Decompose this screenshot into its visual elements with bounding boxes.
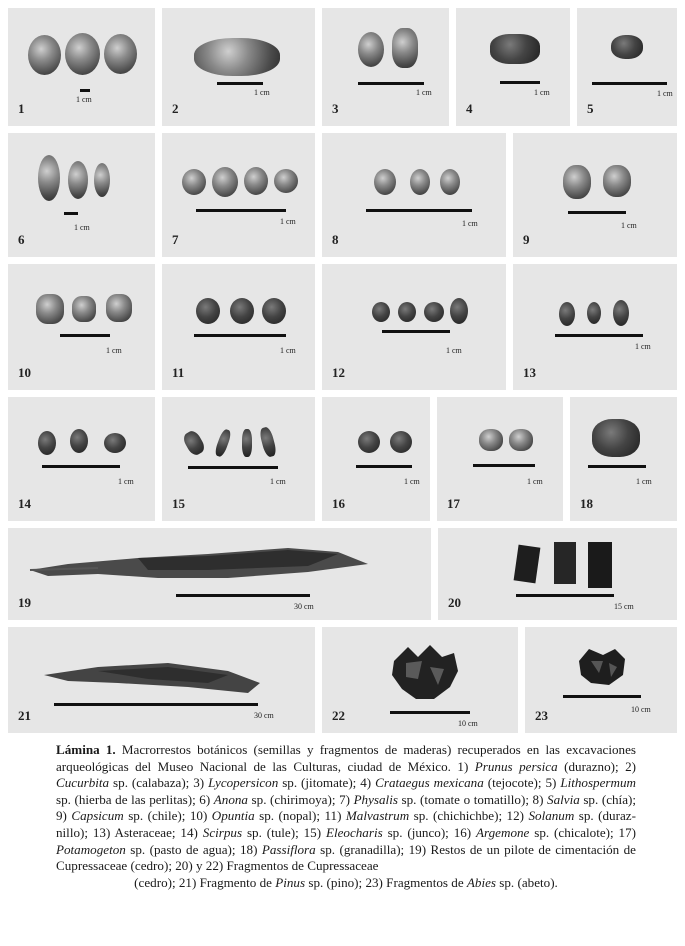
species-name: Abies	[466, 874, 497, 890]
seed-specimen	[603, 165, 631, 197]
caption-last-line: (cedro); 21) Fragmento de Pinus sp. (pino); 23) Fragmentos de Abies sp. (abeto).	[134, 874, 558, 890]
panel-number: 5	[587, 101, 594, 116]
scale-bar	[176, 594, 310, 597]
seed-specimen	[440, 169, 460, 195]
scale-label: 1 cm	[106, 346, 122, 355]
seed-specimen	[38, 155, 60, 201]
scale-label: 1 cm	[462, 219, 478, 228]
scale-bar	[42, 465, 120, 468]
panel-number: 4	[466, 101, 473, 116]
panel-number: 8	[332, 232, 339, 247]
panel-number: 17	[447, 496, 460, 511]
seed-specimen	[106, 294, 132, 322]
seed-specimen	[490, 34, 540, 64]
panel-3	[322, 8, 449, 126]
seed-specimen	[450, 298, 468, 324]
panel-number: 13	[523, 365, 536, 380]
panel-9	[513, 133, 677, 257]
panel-22	[322, 627, 518, 733]
seed-specimen	[410, 169, 430, 195]
seed-specimen	[374, 169, 396, 195]
species-name: Opuntia	[211, 808, 255, 824]
seed-specimen	[181, 429, 207, 458]
seed-specimen	[68, 161, 88, 199]
seed-specimen	[274, 169, 298, 193]
panel-number: 9	[523, 232, 530, 247]
species-name: Lycopersicon	[208, 775, 279, 791]
panel-number: 1	[18, 101, 25, 116]
panel-5	[577, 8, 677, 126]
scale-label: 1 cm	[118, 477, 134, 486]
panel-number: 16	[332, 496, 345, 511]
scale-bar	[194, 334, 286, 337]
panel-18	[570, 397, 677, 521]
panel-number: 2	[172, 101, 179, 116]
panel-number: 23	[535, 708, 548, 723]
species-name: Argemone	[476, 824, 530, 840]
seed-specimen	[563, 165, 591, 199]
panel-13	[513, 264, 677, 390]
scale-label: 15 cm	[614, 602, 634, 611]
panel-12	[322, 264, 506, 390]
scale-label: 1 cm	[657, 89, 673, 98]
scale-label: 1 cm	[635, 342, 651, 351]
species-name: Malvastrum	[345, 808, 410, 824]
scale-label: 1 cm	[270, 477, 286, 486]
panel-20	[438, 528, 677, 620]
seed-specimen	[262, 298, 286, 324]
scale-label: 1 cm	[74, 223, 90, 232]
scale-bar	[366, 209, 472, 212]
species-name: Capsicum	[71, 808, 124, 824]
seed-specimen	[194, 38, 280, 76]
species-name: Cucurbita	[56, 775, 110, 791]
scale-label: 30 cm	[254, 711, 274, 720]
species-name: Anona	[213, 791, 248, 807]
panel-23	[525, 627, 677, 733]
wood-fragment	[514, 545, 541, 584]
panel-number: 7	[172, 232, 179, 247]
scale-bar	[568, 211, 626, 214]
panel-21	[8, 627, 315, 733]
panel-2	[162, 8, 315, 126]
panel-number: 10	[18, 365, 31, 380]
scale-bar	[64, 212, 78, 215]
panel-number: 6	[18, 232, 25, 247]
scale-bar	[196, 209, 286, 212]
scale-bar	[563, 695, 641, 698]
species-name: Prunus persica	[474, 758, 558, 774]
panel-4	[456, 8, 570, 126]
species-name: Passiflora	[261, 841, 316, 857]
scale-bar	[60, 334, 110, 337]
species-name: Salvia	[547, 791, 580, 807]
seed-specimen	[392, 28, 418, 68]
seed-specimen	[358, 431, 380, 453]
seed-specimen	[196, 298, 220, 324]
scale-bar	[390, 711, 470, 714]
panel-11	[162, 264, 315, 390]
scale-label: 1 cm	[76, 95, 92, 104]
species-name: Lithospermum	[560, 775, 636, 791]
panel-15	[162, 397, 315, 521]
seed-specimen	[244, 167, 268, 195]
scale-label: 10 cm	[458, 719, 478, 728]
panel-16	[322, 397, 430, 521]
seed-specimen	[592, 419, 640, 457]
panel-19	[8, 528, 431, 620]
panel-number: 12	[332, 365, 345, 380]
seed-specimen	[214, 428, 233, 458]
scale-bar	[588, 465, 646, 468]
seed-specimen	[372, 302, 390, 322]
seed-specimen	[230, 298, 254, 324]
species-name: Crataegus mexicana	[375, 775, 484, 791]
scale-label: 1 cm	[621, 221, 637, 230]
seed-specimen	[390, 431, 412, 453]
scale-bar	[592, 82, 667, 85]
scale-label: 1 cm	[280, 346, 296, 355]
wood-pile-specimen	[8, 528, 431, 620]
species-name: Eleocharis	[325, 824, 383, 840]
seed-specimen	[398, 302, 416, 322]
species-name: Scirpus	[202, 824, 243, 840]
scale-label: 1 cm	[254, 88, 270, 97]
wood-fragment	[588, 542, 612, 588]
panel-number: 14	[18, 496, 31, 511]
scale-label: 1 cm	[527, 477, 543, 486]
species-name: Potamogeton	[56, 841, 126, 857]
species-name: Solanum	[528, 808, 575, 824]
seed-specimen	[104, 34, 137, 74]
seed-specimen	[36, 294, 64, 324]
seed-specimen	[242, 429, 252, 457]
scale-bar	[80, 89, 90, 92]
seed-specimen	[212, 167, 238, 197]
scale-bar	[188, 466, 278, 469]
scale-bar	[473, 464, 535, 467]
caption-label: Lámina 1.	[56, 742, 116, 757]
seed-specimen	[509, 429, 533, 451]
panel-number: 15	[172, 496, 185, 511]
wood-fragments-pile	[322, 627, 518, 733]
panel-number: 22	[332, 708, 345, 723]
wood-fragment	[554, 542, 576, 584]
scale-bar	[54, 703, 258, 706]
seed-specimen	[182, 169, 206, 195]
scale-label: 1 cm	[280, 217, 296, 226]
seed-specimen	[258, 426, 277, 458]
panel-number: 19	[18, 595, 31, 610]
scale-label: 30 cm	[294, 602, 314, 611]
seed-specimen	[94, 163, 110, 197]
panel-number: 21	[18, 708, 31, 723]
seed-specimen	[424, 302, 444, 322]
scale-label: 1 cm	[534, 88, 550, 97]
seed-specimen	[613, 300, 629, 326]
panel-number: 18	[580, 496, 593, 511]
panel-number: 20	[448, 595, 461, 610]
seed-specimen	[611, 35, 643, 59]
panel-14	[8, 397, 155, 521]
scale-bar	[516, 594, 614, 597]
scale-bar	[358, 82, 424, 85]
panel-10	[8, 264, 155, 390]
scale-label: 1 cm	[404, 477, 420, 486]
seed-specimen	[104, 433, 126, 453]
scale-bar	[555, 334, 643, 337]
scale-label: 1 cm	[416, 88, 432, 97]
seed-specimen	[358, 32, 384, 67]
seed-specimen	[65, 33, 100, 75]
scale-bar	[500, 81, 540, 84]
panel-8	[322, 133, 506, 257]
seed-specimen	[587, 302, 601, 324]
panel-6	[8, 133, 155, 257]
scale-bar	[217, 82, 263, 85]
panel-17	[437, 397, 563, 521]
scale-bar	[382, 330, 450, 333]
seed-specimen	[70, 429, 88, 453]
panel-number: 3	[332, 101, 339, 116]
species-name: Pinus	[275, 874, 306, 890]
seed-specimen	[559, 302, 575, 326]
panel-7	[162, 133, 315, 257]
seed-specimen	[72, 296, 96, 322]
seed-specimen	[28, 35, 61, 75]
seed-specimen	[479, 429, 503, 451]
scale-label: 10 cm	[631, 705, 651, 714]
panel-1	[8, 8, 155, 126]
panel-number: 11	[172, 365, 185, 380]
scale-label: 1 cm	[636, 477, 652, 486]
scale-bar	[356, 465, 412, 468]
scale-label: 1 cm	[446, 346, 462, 355]
species-name: Physalis	[353, 791, 398, 807]
figure-caption: Lámina 1. Macrorrestos botánicos (semillas y fragmentos de maderas) recuperados en las excavaciones arqueológicas del Museo Nacional de las Culturas, ciudad de México. 1) Prunus persica (durazno); 2) Cucurbita sp. (calabaza); 3) Lycopersicon sp. (jitomate); 4) Crataegus mexicana (tejocote); 5) Lithospermum sp. (hierba de las perlitas); 6) Anona sp. (chirimoya); 7) Physalis sp. (tomate o tomatillo); 8) Salvia sp. (chía); 9) Capsicum sp. (chile); 10) Opuntia sp. (nopal); 11) Malvastrum sp. (chichichbe); 12) Solanum sp. (duraznillo); 13) Asteraceae; 14) Scirpus sp. (tule); 15) Eleocharis sp. (junco); 16) Argemone sp. (chicalote); 17) Potamogeton sp. (pasto de agua); 18) Passiflora sp. (granadilla); 19) Restos de un pilote de cimentación de Cupressaceae (cedro); 20) y 22) Fragmentos de Cupressaceae (cedro); 21) Fragmento de Pinus sp. (pino); 23) Fragmentos de Abies sp. (abeto).	[56, 742, 637, 890]
seed-specimen	[38, 431, 56, 455]
